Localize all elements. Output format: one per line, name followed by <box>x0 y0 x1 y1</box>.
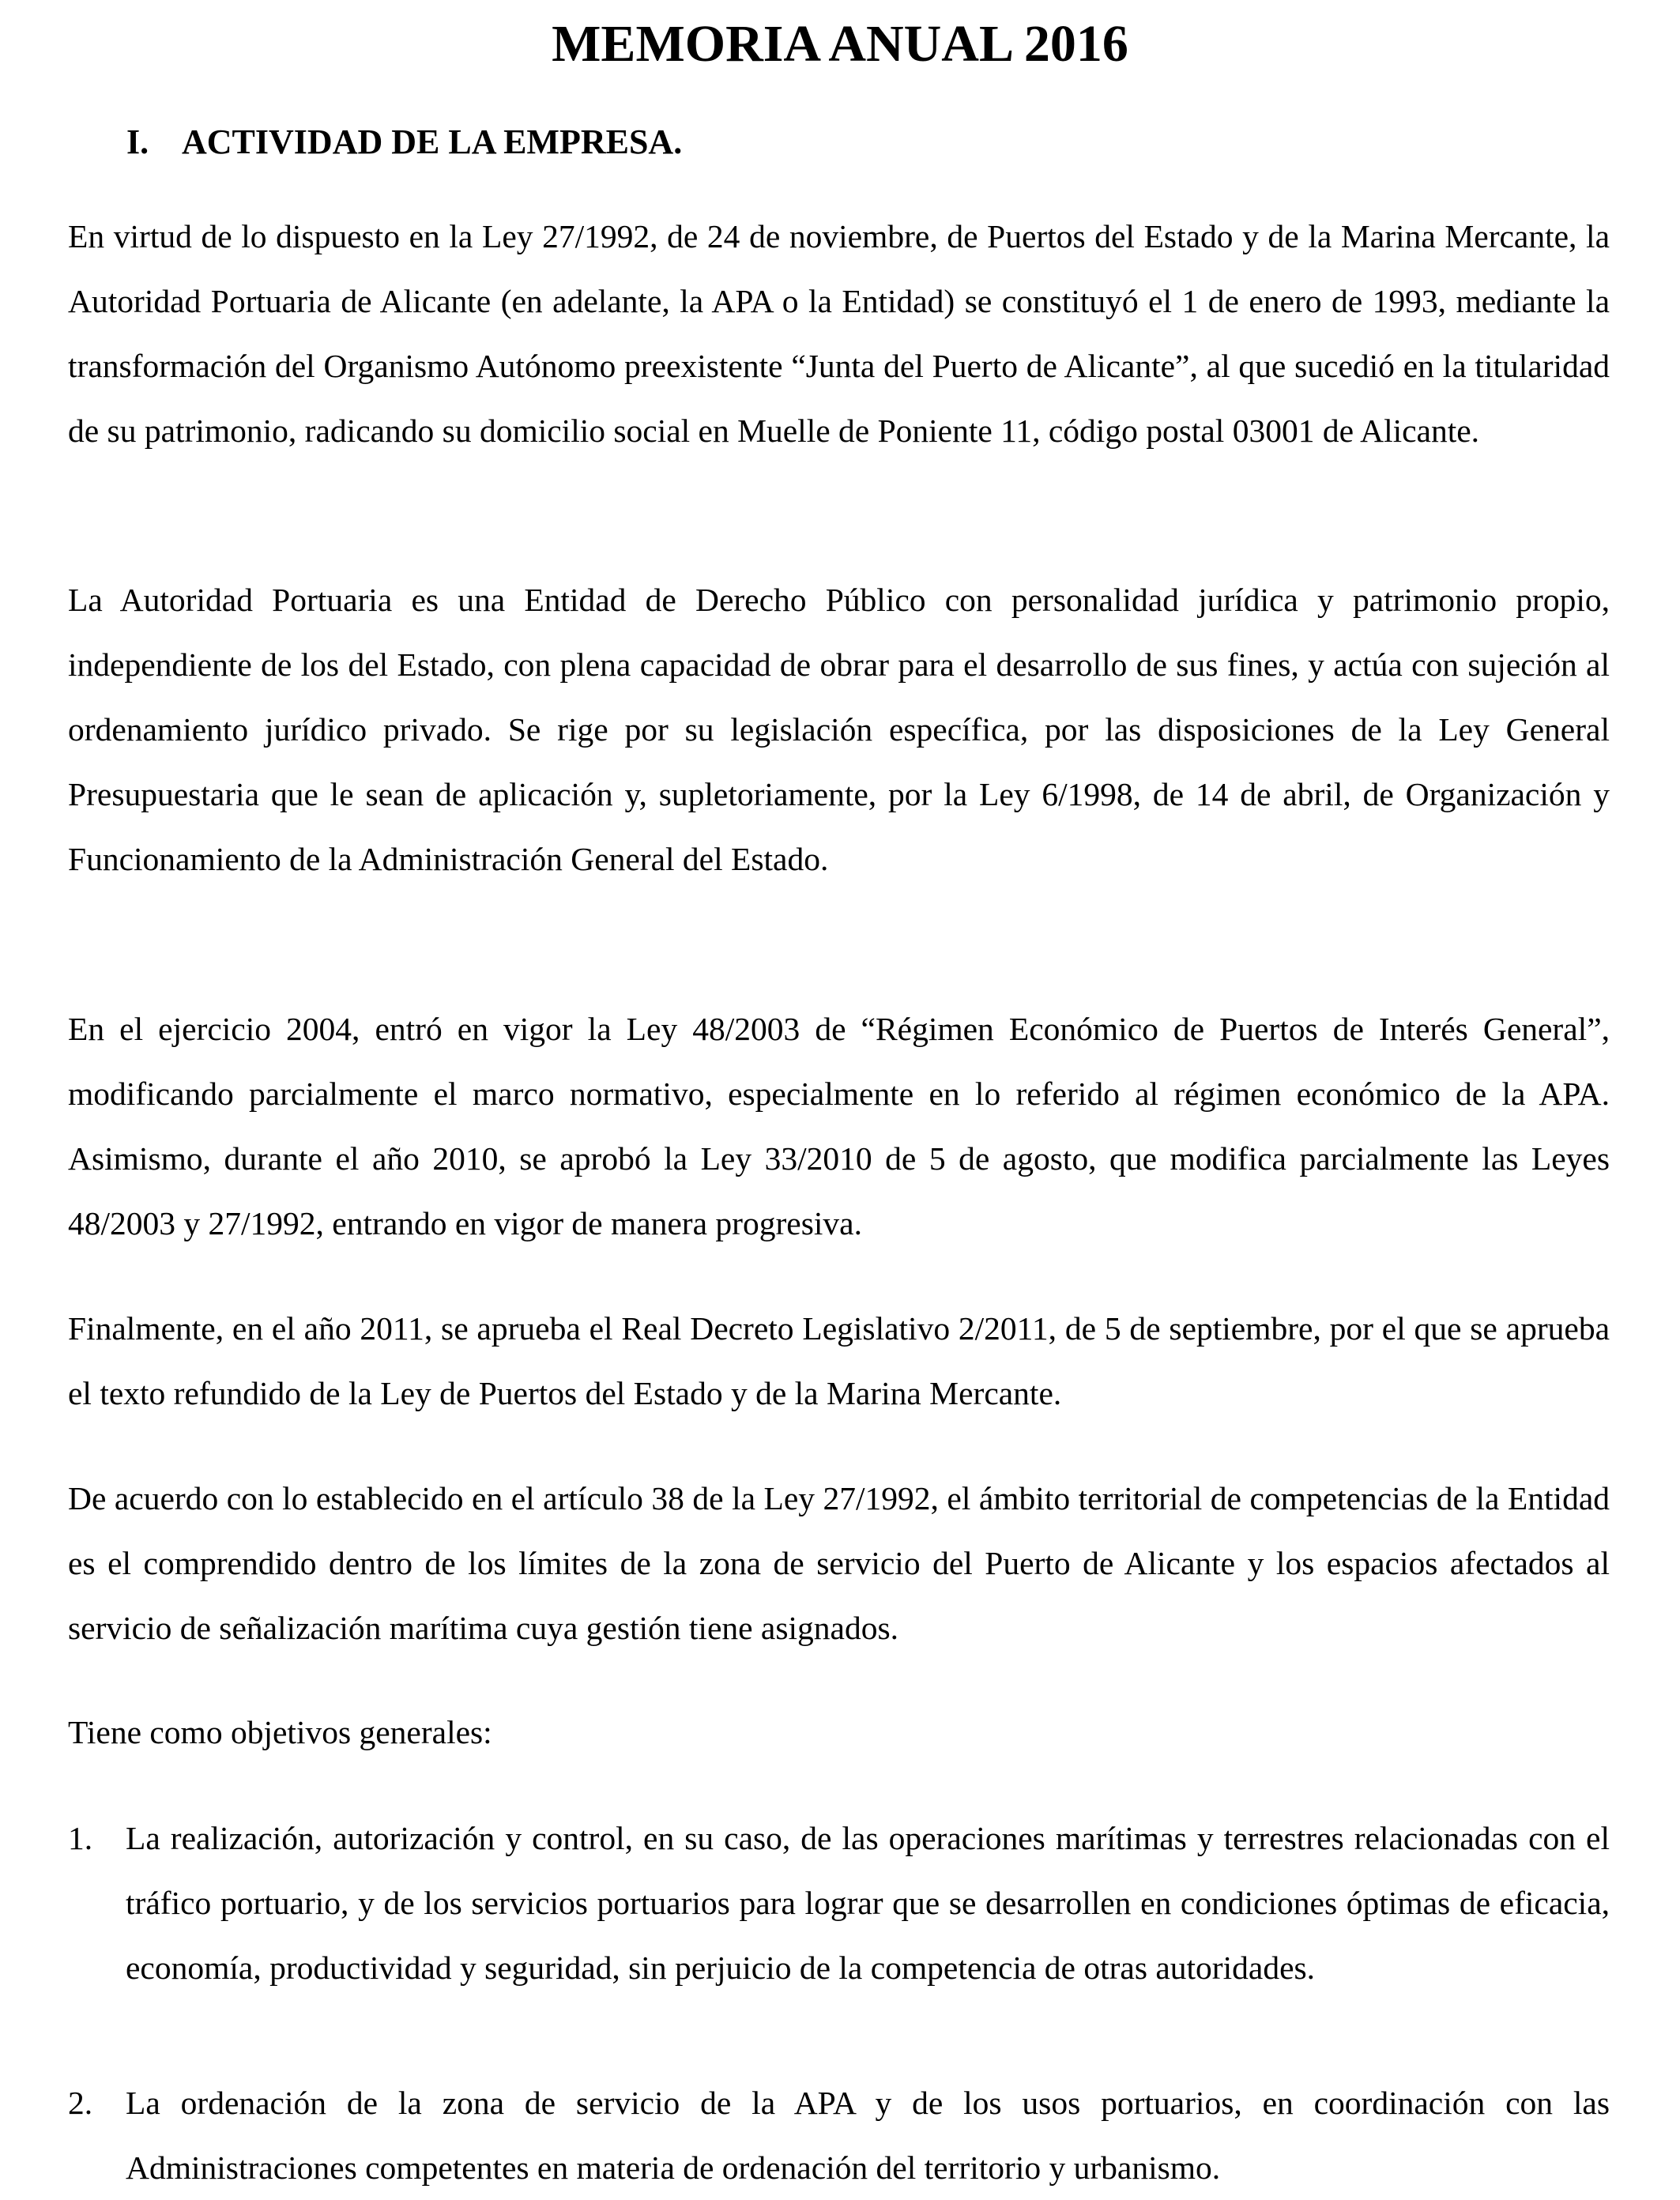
paragraph-objectives-intro: Tiene como objetivos generales: <box>68 1714 492 1750</box>
section-heading <box>126 117 682 168</box>
list-item-text: La realización, autorización y control, en su caso, de las operaciones marítimas y terrestres relacionadas con el tráfico portuario, y de los servicios portuarios para lograr que se desarrollen en condiciones óptimas de eficacia, economía, productividad y seguridad, sin perjuicio de la competencia de otras autoridades. <box>126 1820 1610 1986</box>
document-title: MEMORIA ANUAL 2016 <box>552 15 1128 73</box>
list-item-marker: 2. <box>68 2085 93 2121</box>
paragraph-royal-decree: Finalmente, en el año 2011, se aprueba el Real Decreto Legislativo 2/2011, de 5 de septiembre, por el que se aprueba el texto refundido de la Ley de Puertos del Estado y de la Marina Mercante. <box>68 1310 1610 1411</box>
section-title: ACTIVIDAD DE LA EMPRESA. <box>182 122 683 161</box>
list-item-marker: 1. <box>68 1820 93 1856</box>
paragraph-regulatory-changes: En el ejercicio 2004, entró en vigor la Ley 48/2003 de “Régimen Económico de Puertos de Interés General”, modificando parcialmente el marco normativo, especialmente en lo referido al régimen económico de la APA. Asimismo, durante el año 2010, se aprobó la Ley 33/2010 de 5 de agosto, que modifica parcialmente las Leyes 48/2003 y 27/1992, entrando en vigor de manera progresiva. <box>68 1011 1610 1241</box>
list-item-text: La ordenación de la zona de servicio de la APA y de los usos portuarios, en coordinación con las Administraciones competentes en materia de ordenación del territorio y urbanismo. <box>126 2085 1610 2186</box>
paragraph-territorial-scope: De acuerdo con lo establecido en el artículo 38 de la Ley 27/1992, el ámbito territorial de competencias de la Entidad es el comprendido dentro de los límites de la zona de servicio del Puerto de Alicante y los espacios afectados al servicio de señalización marítima cuya gestión tiene asignados. <box>68 1480 1610 1646</box>
section-number: I. <box>126 122 149 161</box>
list-item <box>68 1806 1610 2000</box>
list-item <box>68 2070 1610 2200</box>
paragraph-legal-constitution: En virtud de lo dispuesto en la Ley 27/1992, de 24 de noviembre, de Puertos del Estado y de la Marina Mercante, la Autoridad Portuaria de Alicante (en adelante, la APA o la Entidad) se constituyó el 1 de enero de 1993, mediante la transformación del Organismo Autónomo preexistente “Junta del Puerto de Alicante”, al que sucedió en la titularidad de su patrimonio, radicando su domicilio social en Muelle de Poniente 11, código postal 03001 de Alicante. <box>68 218 1610 449</box>
paragraph-legal-nature: La Autoridad Portuaria es una Entidad de Derecho Público con personalidad jurídica y patrimonio propio, independiente de los del Estado, con plena capacidad de obrar para el desarrollo de sus fines, y actúa con sujeción al ordenamiento jurídico privado. Se rige por su legislación específica, por las disposiciones de la Ley General Presupuestaria que le sean de aplicación y, supletoriamente, por la Ley 6/1998, de 14 de abril, de Organización y Funcionamiento de la Administración General del Estado. <box>68 582 1610 877</box>
